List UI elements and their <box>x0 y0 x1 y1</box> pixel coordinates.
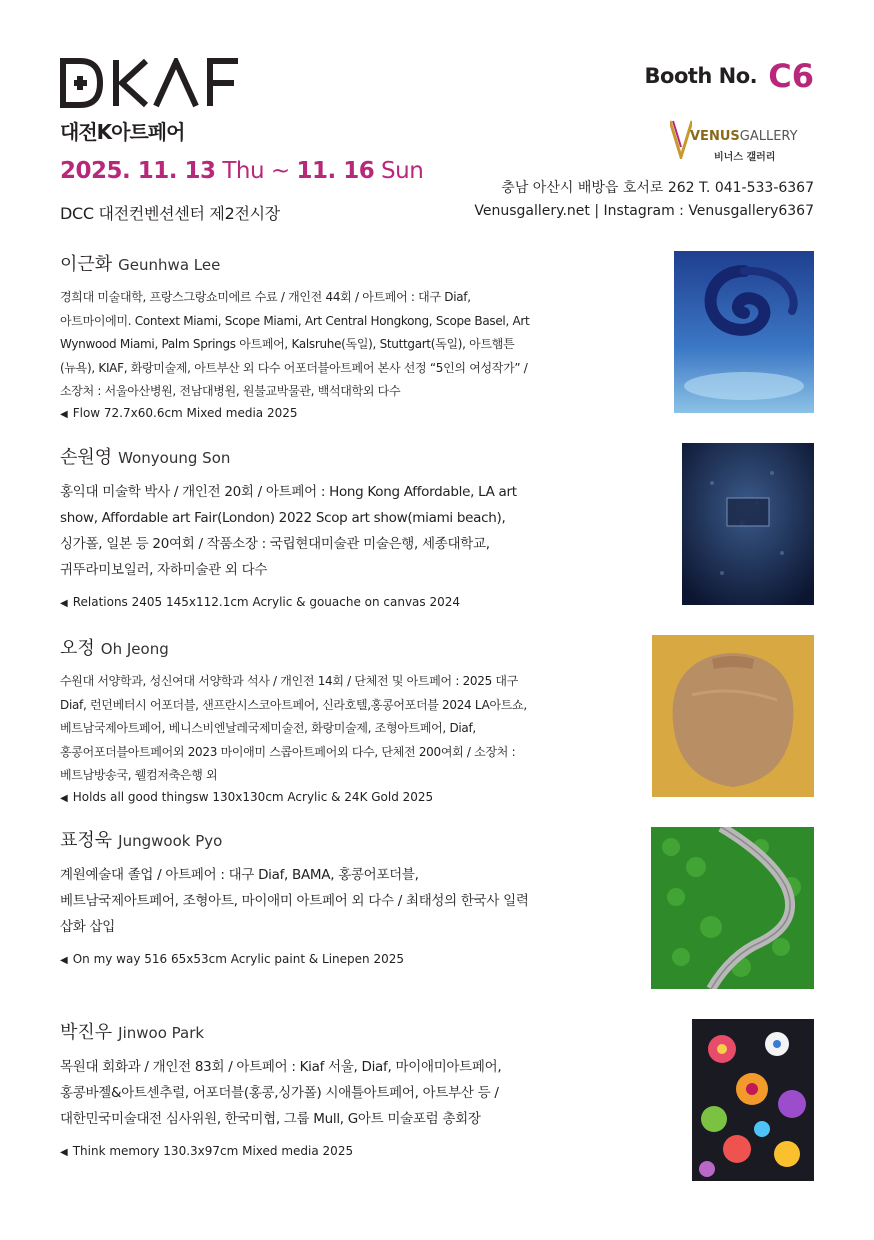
date-end: 11. 16 <box>296 158 375 184</box>
artist-bio: 계원예술대 졸업 / 아트페어 : 대구 Diaf, BAMA, 홍콩어포더블, 베트남국제아트페어, 조형아트, 마이애미 아트페어 외 다수 / 최태성의 한국사 일력 삽화 삽입 <box>60 867 529 935</box>
booth-number <box>645 57 814 95</box>
artist-entry <box>60 826 535 966</box>
gallery-contact: Venusgallery.net | Instagram : Venusgallery6367 <box>474 203 814 219</box>
logo-subtitle: 대전K아트페어 <box>60 120 185 144</box>
artwork-info: Relations 2405 145x112.1cm Acrylic & gouache on canvas 2024 <box>72 595 461 609</box>
artwork-image <box>651 827 814 989</box>
dkaf-logo <box>60 58 240 108</box>
venue: DCC 대전컨벤션센터 제2전시장 <box>60 204 280 223</box>
gallery-name-ko: 비너스 갤러리 <box>714 152 776 163</box>
artwork-image <box>652 635 814 797</box>
artist-name <box>60 443 535 469</box>
artist-name-en: Jinwoo Park <box>118 1024 205 1042</box>
gallery-address: 충남 아산시 배방읍 호서로 262 T. 041-533-6367 <box>501 180 814 196</box>
event-dates <box>60 158 423 184</box>
artist-name-ko: 이근화 <box>60 254 113 275</box>
artist-name-en: Jungwook Pyo <box>118 832 223 850</box>
artist-name <box>60 1018 535 1044</box>
triangle-left-icon: ◀ <box>60 598 68 609</box>
artwork-caption <box>60 952 535 966</box>
venus-v-icon <box>670 119 692 159</box>
artist-entry <box>60 443 535 609</box>
artist-name-ko: 오정 <box>60 638 95 659</box>
artist-name-en: Geunhwa Lee <box>118 256 221 274</box>
artwork-image <box>682 443 814 605</box>
date-separator: ~ <box>270 158 290 184</box>
artist-bio: 경희대 미술대학, 프랑스그랑쇼미에르 수료 / 개인전 44회 / 아트페어 : 대구 Diaf, 아트마이에미. Context Miami, Scope Miami, Art Central Hongkong, Scope Basel, Art Wynwood Miami, Palm Springs 아트페어, Kalsruhe(독일), Stuttgart(독일), 아트햄튼(뉴욕), KIAF, 화랑미술제, 아트부산 외 다수 어포더블아트페어 본사 선정 “5인의 여성작가” / 소장처 : 서울아산병원, 전남대병원, 원불교박물관, 백석대학외 다수 <box>60 290 530 398</box>
date-start-day: Thu <box>222 158 265 184</box>
date-start: 2025. 11. 13 <box>60 158 216 184</box>
artwork-info: Think memory 130.3x97cm Mixed media 2025 <box>72 1144 354 1158</box>
booth-label: Booth No. <box>644 64 758 88</box>
triangle-left-icon: ◀ <box>60 1147 68 1158</box>
artwork-caption <box>60 1144 535 1158</box>
artwork-image <box>674 251 814 413</box>
date-end-day: Sun <box>381 158 424 184</box>
artist-entry <box>60 250 535 420</box>
artist-name-ko: 손원영 <box>60 447 113 468</box>
artwork-image <box>692 1019 814 1181</box>
artwork-info: Holds all good thingsw 130x130cm Acrylic & 24K Gold 2025 <box>72 789 434 804</box>
artwork-info: Flow 72.7x60.6cm Mixed media 2025 <box>72 405 298 420</box>
gallery-name-sub: GALLERY <box>739 129 798 144</box>
triangle-left-icon: ◀ <box>60 792 68 804</box>
artist-name-en: Oh Jeong <box>100 640 169 658</box>
artist-name <box>60 634 535 660</box>
triangle-left-icon: ◀ <box>60 955 68 966</box>
triangle-left-icon: ◀ <box>60 408 68 420</box>
artist-name <box>60 250 535 276</box>
venus-gallery-logo <box>670 117 814 163</box>
artist-bio: 홍익대 미술학 박사 / 개인전 20회 / 아트페어 : Hong Kong Affordable, LA art show, Affordable art Fair(London) 2022 Scop art show(miami beach), 싱가폴, 일본 등 20여회 / 작품소장 : 국립현대미술관 미술은행, 세종대학교, 귀뚜라미보일러, 자하미술관 외 다수 <box>60 484 517 578</box>
artwork-info: On my way 516 65x53cm Acrylic paint & Linepen 2025 <box>72 952 404 966</box>
artist-entry <box>60 1018 535 1158</box>
gallery-name <box>690 129 798 144</box>
artist-name <box>60 826 535 852</box>
artist-bio: 목원대 회화과 / 개인전 83회 / 아트페어 : Kiaf 서울, Diaf, 마이애미아트페어, 홍콩바젤&아트센추럴, 어포더블(홍콩,싱가폴) 시애틀아트페어, 아트부산 등 / 대한민국미술대전 심사위원, 한국미협, 그룹 Mull, G아트 미술포럼 총회장 <box>60 1059 502 1127</box>
artwork-caption <box>60 790 535 804</box>
artist-entry <box>60 634 535 804</box>
artist-bio: 수원대 서양학과, 성신여대 서양학과 석사 / 개인전 14회 / 단체전 및 아트페어 : 2025 대구 Diaf, 런던베터시 어포더블, 샌프란시스코아트페어, 신라호텔,홍콩어포더블 2024 LA아트쇼, 베트남국제아트페어, 베니스비엔날레국제미술전, 화랑미술제, 조형아트페어, Diaf, 홍콩어포더블아트페어외 2023 마이애미 스콥아트페어외 다수, 단체전 200여회 / 소장처 : 베트남방송국, 웰컴저축은행 외 <box>60 674 527 782</box>
gallery-name-main: VENUS <box>690 129 740 144</box>
booth-code: C6 <box>768 57 814 95</box>
artist-name-ko: 박진우 <box>60 1022 113 1043</box>
artwork-caption <box>60 595 535 609</box>
artwork-caption <box>60 406 535 420</box>
artist-name-en: Wonyoung Son <box>118 449 231 467</box>
artist-name-ko: 표정욱 <box>60 830 113 851</box>
